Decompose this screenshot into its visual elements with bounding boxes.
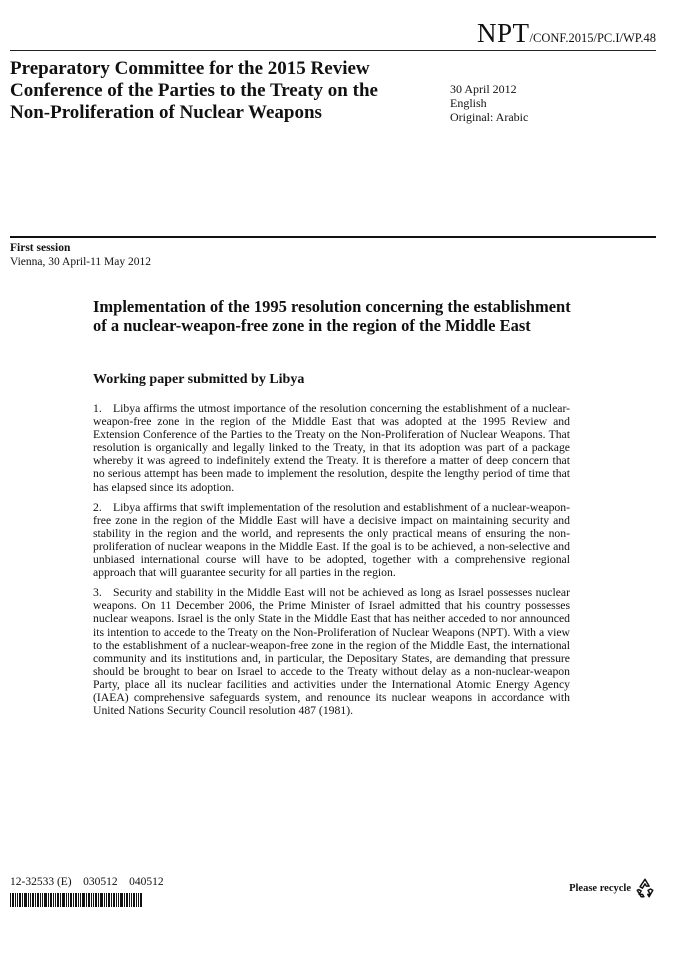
paragraph <box>93 586 570 717</box>
document-subtitle: Working paper submitted by Libya <box>93 372 305 387</box>
committee-line: Conference of the Parties to the Treaty on the <box>10 80 378 101</box>
recycle-notice <box>569 877 656 899</box>
paragraph <box>93 402 570 494</box>
header-rule <box>10 50 656 51</box>
paragraph-number: 3. <box>93 586 102 600</box>
committee-name <box>10 58 440 124</box>
committee-line: Preparatory Committee for the 2015 Review <box>10 58 370 79</box>
recycle-icon <box>634 877 656 899</box>
document-date: 30 April 2012 <box>450 82 517 96</box>
paragraph-text: Libya affirms the utmost importance of the resolution concerning the establishment of a nuclear-weapon-free zone in the region of the Middle East that was adopted at the 1995 Review and Extension Conference of the Parties to the Treaty on the Non-Proliferation of Nuclear Weapons. That resolution is organically and legally linked to the Treaty, in that its adoption was part of a package whereby it was agreed to indefinitely extend the Treaty. It is therefore a matter of deep concern that no serious attempt has been made to implement the resolution, despite the lengthy period of time that has elapsed since its adoption. <box>93 402 570 494</box>
paragraph-text: Libya affirms that swift implementation of the resolution and establishment of a nuclear-weapon-free zone in the region of the Middle East will have a decisive impact on maintaining security and stability in the region and the world, and represents the only practical means of ensuring the non-proliferation of nuclear weapons in the Middle East. If the goal is to be achieved, a non-selective and unbiased international course will have to be adopted, together with a comprehensive regional approach that will guarantee security for all parties in the region. <box>93 500 570 580</box>
recycle-label: Please recycle <box>569 882 631 894</box>
document-language: English <box>450 96 487 110</box>
job-number: 12-32533 (E) 030512 040512 <box>10 876 164 888</box>
document-title: Implementation of the 1995 resolution concerning the establishment of a nuclear-weapon-free zone in the region of the Middle East <box>93 297 571 336</box>
section-rule <box>10 236 656 238</box>
session-place-dates: Vienna, 30 April-11 May 2012 <box>10 256 152 268</box>
committee-line: Non-Proliferation of Nuclear Weapons <box>10 102 322 123</box>
document-original-language: Original: Arabic <box>450 110 529 124</box>
document-meta <box>450 82 528 124</box>
document-symbol <box>477 18 656 49</box>
session-info <box>10 241 151 269</box>
paragraph-number: 1. <box>93 402 102 415</box>
document-symbol-npt: NPT <box>477 18 530 48</box>
paragraph-text: Security and stability in the Middle East will not be achieved as long as Israel possesses nuclear weapons. On 11 December 2006, the Prime Minister of Israel admitted that his country possesses nuclear weapons. Israel is the only State in the Middle East that has neither acceded to nor announced its intention to accede to the Treaty on the Non-Proliferation of Nuclear Weapons (NPT). With a view to the establishment of a nuclear-weapon-free zone in the region of the Middle East, the international community and its institutions and, in particular, the Depositary States, are demanding that pressure should be brought to bear on Israel to accede to the Treaty without delay as a non-nuclear-weapon Party, place all its nuclear facilities and activities under the International Atomic Energy Agency (IAEA) comprehensive safeguards system, and renounce its nuclear weapons in accordance with United Nations Security Council resolution 487 (1981). <box>93 586 570 718</box>
barcode-icon <box>10 893 142 907</box>
paragraph-number: 2. <box>93 500 102 514</box>
document-symbol-number: /CONF.2015/PC.I/WP.48 <box>529 31 656 45</box>
session-title: First session <box>10 242 71 254</box>
paragraph <box>93 501 570 580</box>
document-body <box>93 402 570 724</box>
